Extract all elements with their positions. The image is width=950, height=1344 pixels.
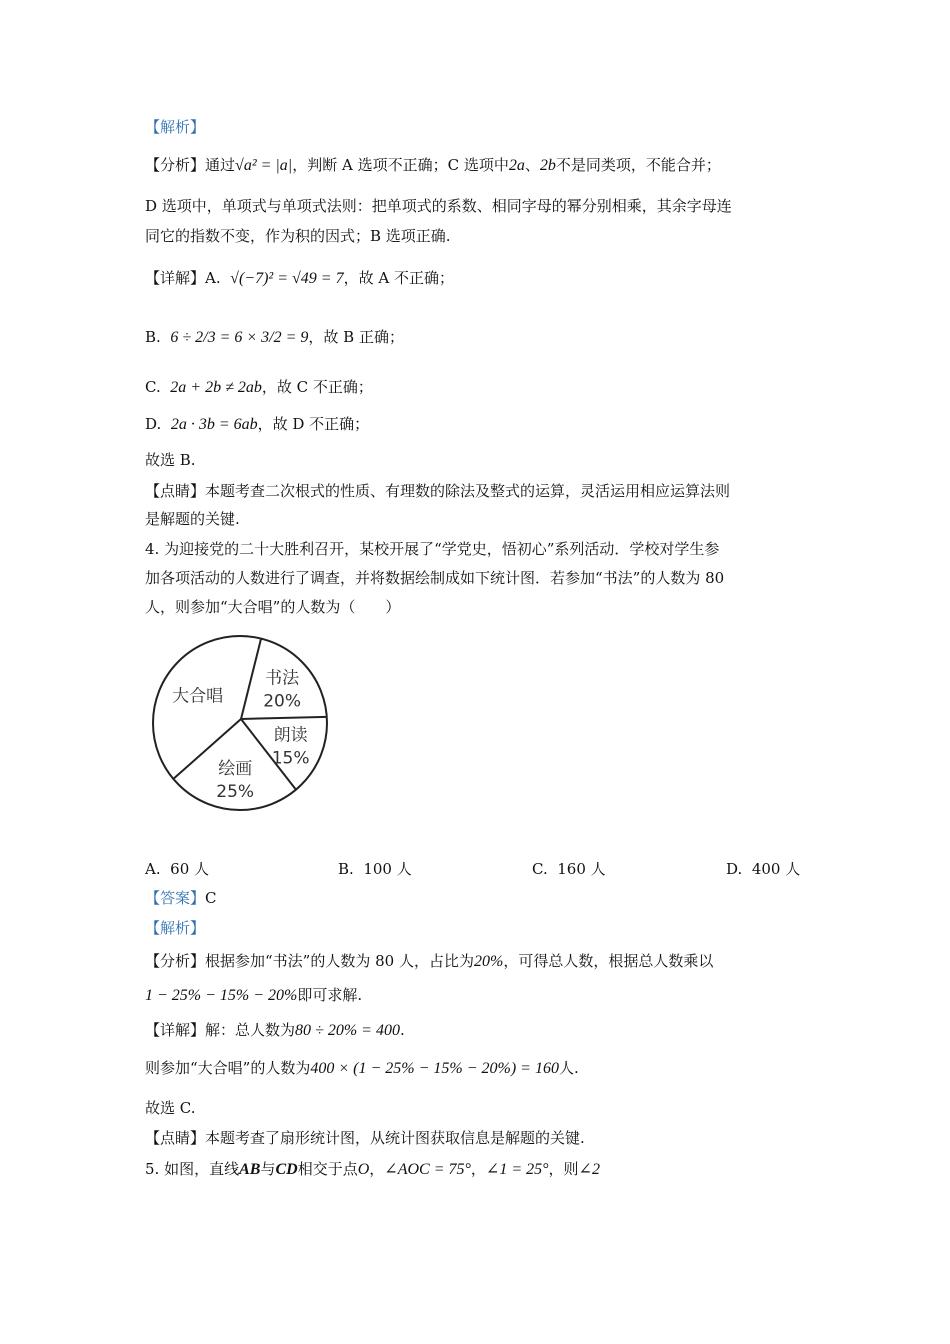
q3-fenxi-line1: 【分析】通过√a² = |a|，判断 A 选项不正确；C 选项中2a、2b不是同类项，不能合并；	[145, 156, 721, 174]
pie-slice-label: 绘画	[218, 758, 253, 779]
q3-detail-a-formula: √(−7)² = √49 = 7	[230, 270, 344, 287]
q4-fenxi-line2: 1 − 25% − 15% − 20%即可求解.	[145, 986, 363, 1004]
q4-option-a[interactable]: A. 60 人	[145, 860, 210, 878]
q3-fenxi-line2: D 选项中，单项式与单项式法则：把单项式的系数、相同字母的幂分别相乘，其余字母连	[145, 197, 732, 215]
pie-slice-percent: 15%	[271, 748, 310, 769]
pie-slice-percent: 20%	[263, 691, 302, 712]
q3-dianjing-line1: 【点睛】本题考查二次根式的性质、有理数的除法及整式的运算，灵活运用相应运算法则	[145, 482, 731, 500]
q4-option-c[interactable]: C. 160 人	[532, 860, 606, 878]
q4-then: 则参加“大合唱”的人数为400 × (1 − 25% − 15% − 20%) = 160人.	[145, 1059, 579, 1077]
q3-detail-d: D. 2a · 3b = 6ab，故 D 不正确；	[145, 415, 370, 433]
q4-answer-tag: 【答案】	[145, 889, 206, 907]
q3-xiangjie-tag: 【详解】	[145, 269, 206, 287]
q3-dianjing-line2: 是解题的关键.	[145, 510, 240, 528]
q4-stem-line2: 加各项活动的人数进行了调查，并将数据绘制成如下统计图．若参加“书法”的人数为 80	[145, 569, 725, 587]
q4-xiangjie: 【详解】解：总人数为80 ÷ 20% = 400.	[145, 1021, 405, 1039]
q4-answer-value: C	[205, 889, 217, 907]
q4-stem-line3: 人，则参加“大合唱”的人数为（ ）	[145, 598, 401, 616]
q4-stem-line1: 4. 为迎接党的二十大胜利召开，某校开展了“学党史，悟初心”系列活动．学校对学生参	[145, 540, 720, 558]
q4-option-b[interactable]: B. 100 人	[338, 860, 412, 878]
pie-chart	[148, 635, 333, 815]
q3-detail-b: B. 6 ÷ 2/3 = 6 × 3/2 = 9，故 B 正确；	[145, 328, 404, 346]
q3-fenxi-line3: 同它的指数不变，作为积的因式；B 选项正确.	[145, 227, 451, 245]
q4-jiexi-tag: 【解析】	[145, 919, 206, 937]
q3-jiexi-tag: 【解析】	[145, 118, 206, 136]
q3-fenxi-sqrt-formula: √a² = |a|	[235, 157, 293, 174]
q3-detail-c: C. 2a + 2b ≠ 2ab，故 C 不正确；	[145, 378, 373, 396]
q3-guxuan: 故选 B.	[145, 451, 196, 469]
q4-answer	[145, 888, 217, 908]
q3-detail-a: 【详解】A. √(−7)² = √49 = 7，故 A 不正确；	[145, 269, 454, 287]
q3-detail-c-formula: 2a + 2b ≠ 2ab	[170, 379, 262, 396]
pie-slice-label: 朗读	[273, 725, 308, 746]
q3-detail-d-formula: 2a · 3b = 6ab	[170, 416, 258, 433]
q4-guxuan: 故选 C.	[145, 1099, 196, 1117]
q3-fenxi-tag: 【分析】	[145, 156, 206, 174]
q4-option-d[interactable]: D. 400 人	[726, 860, 801, 878]
q4-fenxi-line1: 【分析】根据参加“书法”的人数为 80 人，占比为20%，可得总人数，根据总人数乘以	[145, 952, 714, 970]
q3-dianjing-tag: 【点睛】	[145, 482, 206, 500]
q5-stem: 5. 如图，直线AB与CD相交于点O，∠AOC = 75°，∠1 = 25°，则∠2	[145, 1160, 600, 1178]
pie-slice-label: 大合唱	[172, 686, 224, 707]
q4-dianjing-tag: 【点睛】	[145, 1129, 206, 1147]
pie-slice-label: 书法	[265, 668, 300, 689]
q4-dianjing: 【点睛】本题考查了扇形统计图，从统计图获取信息是解题的关键.	[145, 1129, 585, 1147]
q3-detail-b-formula: 6 ÷ 2/3 = 6 × 3/2 = 9	[170, 329, 309, 346]
q4-fenxi-tag: 【分析】	[145, 952, 206, 970]
pie-slice-percent: 25%	[216, 781, 255, 802]
q4-xiangjie-tag: 【详解】	[145, 1021, 206, 1039]
